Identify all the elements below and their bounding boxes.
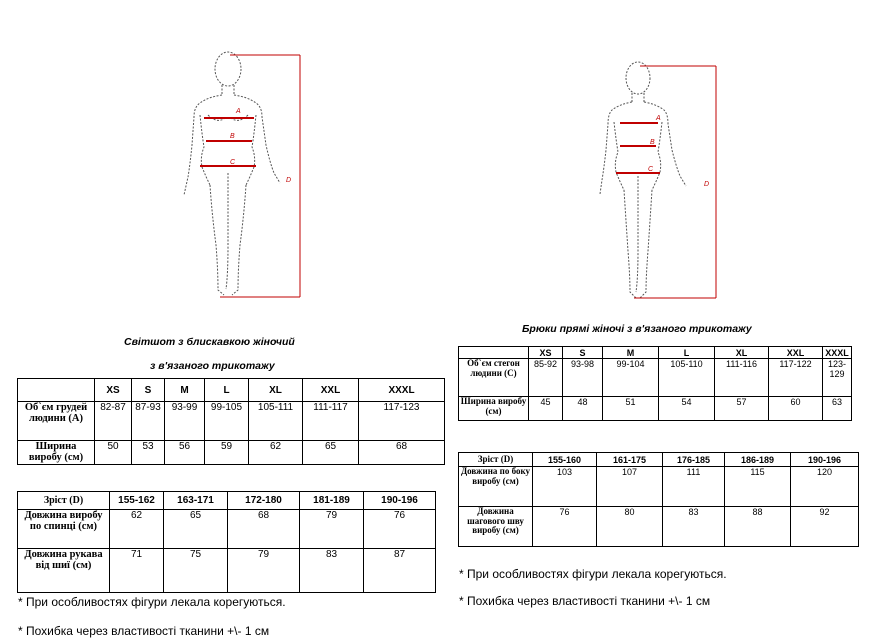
table-cell: 79 <box>228 549 300 593</box>
height-header: 155-160 <box>533 453 597 467</box>
label-b: B <box>650 139 655 146</box>
corner-cell <box>18 379 95 402</box>
left-height-table <box>17 491 436 593</box>
height-header: 190-196 <box>364 492 436 510</box>
size-header: S <box>563 347 603 359</box>
row-label: Ширина виробу (см) <box>18 441 95 465</box>
table-cell: 82-87 <box>95 402 132 441</box>
right-height-table <box>458 452 859 547</box>
table-cell: 85-92 <box>529 359 563 397</box>
size-header: XL <box>249 379 303 402</box>
height-header: 163-171 <box>164 492 228 510</box>
table-cell: 57 <box>715 397 769 421</box>
size-header: XS <box>529 347 563 359</box>
table-row <box>18 402 445 441</box>
height-header-label: Зріст (D) <box>18 492 110 510</box>
table-cell: 63 <box>823 397 852 421</box>
size-header: L <box>659 347 715 359</box>
left-title-line2: з в'язаного трикотажу <box>150 360 275 372</box>
table-row <box>18 510 436 549</box>
table-cell: 65 <box>303 441 359 465</box>
row-label: Об`єм стегон людини (C) <box>459 359 529 397</box>
table-cell: 51 <box>603 397 659 421</box>
label-c: C <box>648 166 654 173</box>
table-cell: 68 <box>359 441 445 465</box>
table-cell: 65 <box>164 510 228 549</box>
size-header: S <box>132 379 165 402</box>
table-row <box>459 359 852 397</box>
table-cell: 76 <box>533 507 597 547</box>
size-header: XXXL <box>823 347 852 359</box>
table-row <box>18 549 436 593</box>
size-header: XS <box>95 379 132 402</box>
row-label: Довжина рукава від шиї (см) <box>18 549 110 593</box>
table-cell: 83 <box>300 549 364 593</box>
right-size-table <box>458 346 852 421</box>
table-cell: 117-123 <box>359 402 445 441</box>
height-header: 186-189 <box>725 453 791 467</box>
table-cell: 88 <box>725 507 791 547</box>
table-cell: 45 <box>529 397 563 421</box>
label-b: B <box>230 133 235 140</box>
corner-cell <box>459 347 529 359</box>
size-header: XXL <box>303 379 359 402</box>
table-cell: 93-98 <box>563 359 603 397</box>
height-header: 155-162 <box>110 492 164 510</box>
size-header: XXXL <box>359 379 445 402</box>
size-header-row <box>459 347 852 359</box>
table-cell: 111-117 <box>303 402 359 441</box>
table-row <box>459 507 859 547</box>
table-cell: 111-116 <box>715 359 769 397</box>
table-cell: 111 <box>663 467 725 507</box>
height-header-row <box>459 453 859 467</box>
table-cell: 123-129 <box>823 359 852 397</box>
table-cell: 50 <box>95 441 132 465</box>
left-size-table <box>17 378 445 465</box>
height-header-row <box>18 492 436 510</box>
table-cell: 99-105 <box>205 402 249 441</box>
table-cell: 79 <box>300 510 364 549</box>
table-row <box>18 441 445 465</box>
left-title-line1: Світшот з блискавкою жіночий <box>124 336 295 348</box>
label-a: A <box>656 115 661 122</box>
row-label: Довжина по боку виробу (см) <box>459 467 533 507</box>
size-header: M <box>603 347 659 359</box>
table-cell: 105-110 <box>659 359 715 397</box>
size-header-row <box>18 379 445 402</box>
table-cell: 54 <box>659 397 715 421</box>
row-label: Довжина виробу по спинці (см) <box>18 510 110 549</box>
table-cell: 76 <box>364 510 436 549</box>
left-note-1: * При особливостях фігури лекала корегуються. <box>18 595 286 609</box>
table-cell: 92 <box>791 507 859 547</box>
table-cell: 62 <box>249 441 303 465</box>
table-cell: 68 <box>228 510 300 549</box>
table-cell: 53 <box>132 441 165 465</box>
height-header: 190-196 <box>791 453 859 467</box>
table-cell: 99-104 <box>603 359 659 397</box>
table-cell: 87 <box>364 549 436 593</box>
label-d: D <box>286 177 292 184</box>
right-title: Брюки прямі жіночі з в'язаного трикотажу <box>522 323 752 335</box>
size-header: M <box>165 379 205 402</box>
table-cell: 120 <box>791 467 859 507</box>
table-cell: 107 <box>597 467 663 507</box>
size-header: XL <box>715 347 769 359</box>
height-header: 161-175 <box>597 453 663 467</box>
row-label: Об`єм грудей людини (A) <box>18 402 95 441</box>
table-cell: 80 <box>597 507 663 547</box>
row-label: Довжина шагового шву виробу (см) <box>459 507 533 547</box>
table-row <box>459 467 859 507</box>
label-a: A <box>236 108 241 115</box>
table-cell: 60 <box>769 397 823 421</box>
table-cell: 71 <box>110 549 164 593</box>
right-note-1: * При особливостях фігури лекала корегуються. <box>459 567 727 581</box>
height-header-label: Зріст (D) <box>459 453 533 467</box>
table-cell: 48 <box>563 397 603 421</box>
size-header: XXL <box>769 347 823 359</box>
table-cell: 56 <box>165 441 205 465</box>
table-cell: 75 <box>164 549 228 593</box>
table-cell: 62 <box>110 510 164 549</box>
row-label: Ширина виробу (см) <box>459 397 529 421</box>
table-cell: 105-111 <box>249 402 303 441</box>
height-header: 181-189 <box>300 492 364 510</box>
body-figure-right <box>590 56 730 306</box>
table-cell: 115 <box>725 467 791 507</box>
label-d: D <box>704 181 710 188</box>
left-note-2: * Похибка через властивості тканини +\- 1 см <box>18 624 270 638</box>
table-cell: 83 <box>663 507 725 547</box>
size-header: L <box>205 379 249 402</box>
table-cell: 59 <box>205 441 249 465</box>
table-cell: 93-99 <box>165 402 205 441</box>
table-cell: 87-93 <box>132 402 165 441</box>
height-header: 172-180 <box>228 492 300 510</box>
label-c: C <box>230 159 236 166</box>
right-note-2: * Похибка через властивості тканини +\- 1 см <box>459 594 711 608</box>
table-cell: 103 <box>533 467 597 507</box>
table-row <box>459 397 852 421</box>
table-cell: 117-122 <box>769 359 823 397</box>
height-header: 176-185 <box>663 453 725 467</box>
body-figure-left <box>170 45 310 305</box>
